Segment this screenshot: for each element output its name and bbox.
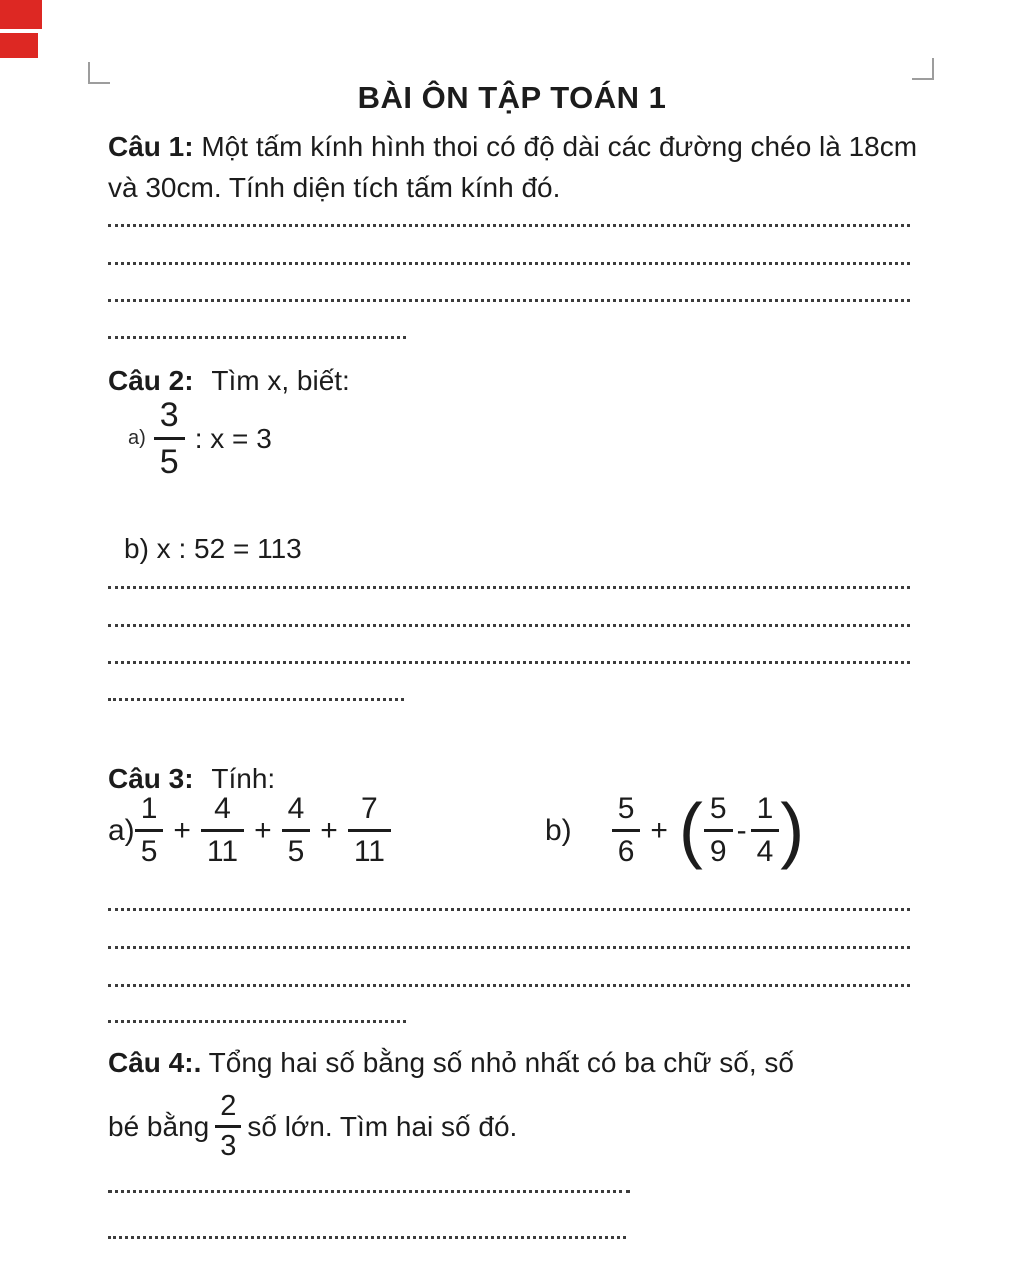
answer-line: [108, 908, 910, 911]
red-scan-mark: [0, 0, 42, 29]
answer-line: [108, 946, 910, 949]
open-paren: (: [678, 789, 703, 871]
numerator: 5: [709, 792, 727, 825]
question-1: [108, 126, 922, 208]
question-1-label: Câu 1:: [108, 131, 194, 162]
question-2-heading: [108, 360, 922, 401]
fraction: [215, 1092, 241, 1161]
fraction: [704, 794, 733, 867]
question-4-text2-suffix: số lớn. Tìm hai số đó.: [247, 1110, 518, 1142]
answer-line: [108, 661, 910, 664]
numerator: 7: [361, 792, 378, 825]
red-scan-mark: [0, 33, 38, 58]
plus-operator: +: [173, 813, 191, 847]
minus-operator: -: [736, 813, 747, 847]
denominator: 11: [348, 829, 391, 867]
page-title: BÀI ÔN TẬP TOÁN 1: [357, 80, 667, 115]
crop-corner-right: [912, 58, 934, 80]
fraction: [348, 794, 391, 867]
denominator: 5: [282, 829, 311, 867]
question-3-part-a: [108, 794, 391, 867]
denominator: 11: [201, 829, 244, 867]
answer-line: [108, 224, 910, 227]
part-a-label: a): [128, 427, 146, 449]
question-3-part-b: [545, 789, 805, 871]
answer-line: [108, 586, 910, 589]
denominator: 9: [704, 829, 733, 867]
question-3-label: Câu 3:: [108, 763, 194, 794]
question-2-intro: Tìm x, biết:: [211, 365, 350, 396]
question-4-label: Câu 4:.: [108, 1047, 202, 1078]
fraction: [282, 794, 311, 867]
question-3-intro: Tính:: [211, 763, 276, 794]
denominator: 3: [215, 1125, 241, 1161]
answer-line: [108, 336, 406, 339]
fraction: [201, 794, 244, 867]
question-4-text1: Tổng hai số bằng số nhỏ nhất có ba chữ số, số: [208, 1047, 795, 1078]
answer-line: [108, 624, 910, 627]
answer-line: [108, 262, 910, 265]
numerator: 1: [140, 792, 158, 825]
answer-line: [108, 1236, 626, 1239]
fraction: [135, 794, 164, 867]
question-2-label: Câu 2:: [108, 365, 194, 396]
plus-operator: +: [650, 813, 668, 847]
part-b-label: b): [545, 813, 572, 847]
numerator: 2: [220, 1090, 237, 1122]
denominator: 6: [612, 829, 641, 867]
answer-line: [108, 698, 404, 701]
fraction: [154, 398, 185, 479]
question-4-text2-prefix: bé bằng: [108, 1110, 210, 1142]
answer-line: [108, 1190, 630, 1193]
question-1-text: Một tấm kính hình thoi có độ dài các đường chéo là 18cm và 30cm. Tính diện tích tấm kính đó.: [108, 131, 918, 203]
question-2-part-a: [128, 398, 272, 479]
part-a-label: a): [108, 813, 135, 847]
numerator: 1: [756, 792, 774, 825]
answer-line: [108, 299, 910, 302]
equation-rest: : x = 3: [194, 422, 272, 454]
numerator: 4: [214, 792, 231, 825]
plus-operator: +: [320, 813, 338, 847]
numerator: 4: [287, 792, 305, 825]
question-4-line1: [108, 1042, 928, 1083]
answer-line: [108, 1020, 406, 1023]
answer-line: [108, 984, 910, 987]
denominator: 5: [135, 829, 164, 867]
numerator: 5: [617, 792, 635, 825]
denominator: 4: [751, 829, 780, 867]
close-paren: ): [780, 789, 805, 871]
question-4-line2: [108, 1092, 517, 1161]
question-2-part-b: b) x : 52 = 113: [124, 533, 302, 564]
plus-operator: +: [254, 813, 272, 847]
fraction: [612, 794, 641, 867]
fraction: [751, 794, 780, 867]
denominator: 5: [154, 437, 185, 479]
numerator: 3: [159, 396, 179, 434]
